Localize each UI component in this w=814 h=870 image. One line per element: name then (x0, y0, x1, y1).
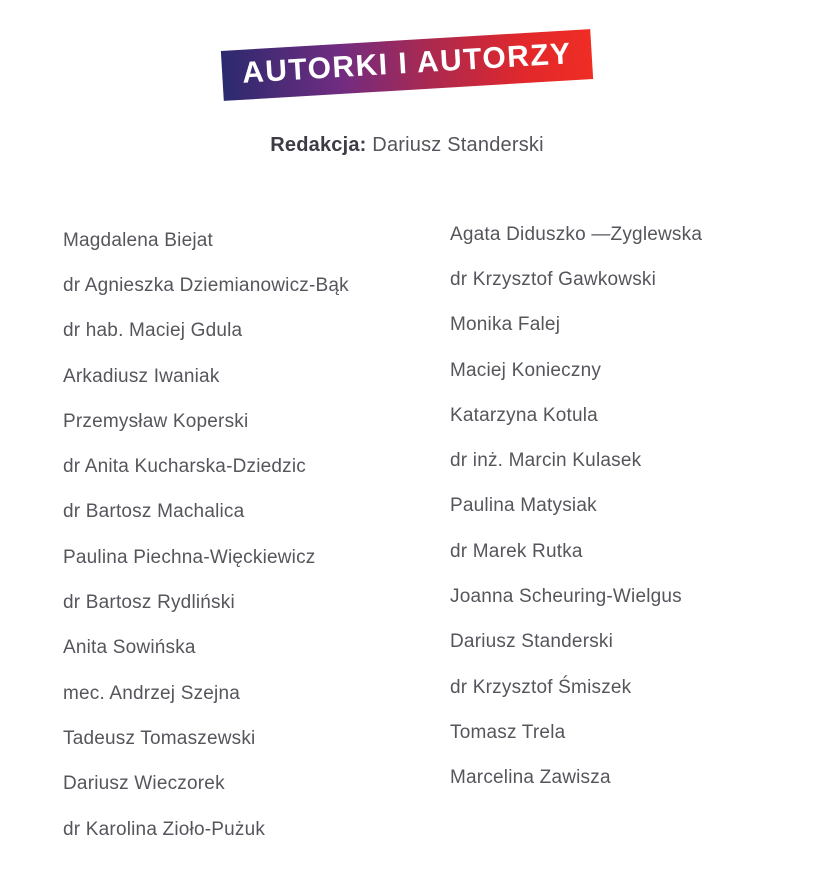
author-name: Joanna Scheuring-Wielgus (450, 586, 682, 608)
author-name: Marcelina Zawisza (450, 767, 611, 789)
author-name: dr Anita Kucharska-Dziedzic (63, 456, 307, 478)
author-name: dr Bartosz Machalica (63, 501, 245, 523)
author-name: dr Agnieszka Dziemianowicz-Bąk (63, 274, 349, 296)
author-name: Maciej Konieczny (450, 359, 602, 381)
author-name: Dariusz Wieczorek (63, 773, 225, 795)
editor-line (0, 134, 814, 157)
editor-label: Redakcja: (270, 134, 367, 156)
author-name: Monika Falej (450, 314, 561, 336)
author-name: dr Karolina Zioło-Pużuk (63, 818, 266, 840)
author-name: Paulina Matysiak (450, 495, 597, 517)
author-name: Przemysław Koperski (63, 410, 249, 432)
author-name: Katarzyna Kotula (450, 404, 598, 426)
author-name: dr Marek Rutka (450, 540, 583, 562)
author-name: Paulina Piechna-Więckiewicz (63, 546, 316, 568)
title-banner (221, 29, 593, 101)
editor-name: Dariusz Standerski (372, 134, 544, 156)
authors-list (0, 212, 814, 852)
author-name: Tadeusz Tomaszewski (63, 727, 256, 749)
page-title: AUTORKI I AUTORZY (241, 37, 573, 90)
banner-row (0, 0, 814, 90)
author-name: dr hab. Maciej Gdula (63, 320, 243, 342)
author-name: Tomasz Trela (450, 721, 566, 743)
author-name: dr Bartosz Rydliński (63, 592, 235, 614)
author-name: dr Krzysztof Gawkowski (450, 268, 657, 290)
author-name: Magdalena Biejat (63, 229, 214, 251)
author-name: Anita Sowińska (63, 637, 196, 659)
authors-column-right (450, 212, 774, 852)
author-name: dr Krzysztof Śmiszek (450, 676, 632, 698)
author-name: Agata Diduszko —Zyglewska (450, 223, 703, 245)
author-name: dr inż. Marcin Kulasek (450, 450, 642, 472)
author-name: Arkadiusz Iwaniak (63, 365, 220, 387)
authors-column-left (63, 212, 450, 852)
author-name: mec. Andrzej Szejna (63, 682, 240, 704)
author-name: Dariusz Standerski (450, 631, 614, 653)
